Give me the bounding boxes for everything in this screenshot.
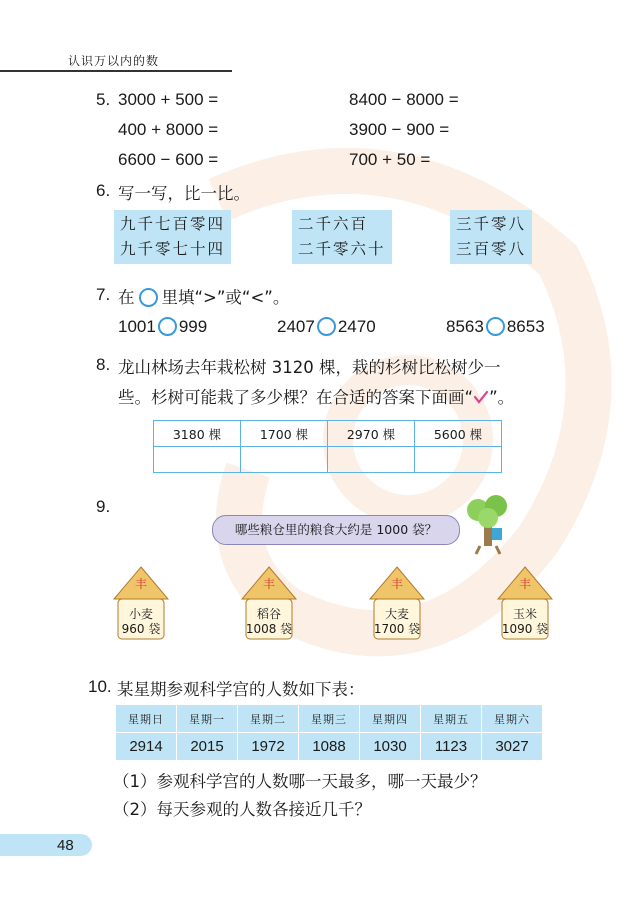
q5-expr-2: 8400 − 8000 = <box>349 90 459 109</box>
q6-item: 二千零六十 <box>298 240 386 258</box>
q5-expr-1: 3000 + 500 = <box>118 90 219 109</box>
q6-group-2 <box>292 210 392 264</box>
speech-bubble: 哪些粮仓里的粮食大约是 1000 袋？ <box>212 515 460 545</box>
day-header: 星期六 <box>482 705 543 733</box>
q7-prompt: 在 里填“>”或“<”。 <box>118 288 290 307</box>
q7-pair-2: 2407 2470 <box>277 317 376 336</box>
granary-amount: 1090 袋 <box>501 622 549 636</box>
q10-number: 10. <box>88 677 112 696</box>
granary-name: 玉米 <box>512 607 537 621</box>
q5-expr-5: 6600 − 600 = <box>118 150 219 169</box>
q10-subquestion-2: （2）每天参观的人数各接近几千？ <box>113 800 371 819</box>
q8-line-1: 龙山林场去年栽松树 3120 棵，栽的杉树比松树少一 <box>118 358 501 377</box>
day-header: 星期一 <box>177 705 238 733</box>
visitor-count: 1088 <box>299 733 360 761</box>
q7-pair-3: 8563 8653 <box>446 317 545 336</box>
q6-prompt: 写一写，比一比。 <box>118 184 250 203</box>
option-cell: 3180 棵 <box>154 421 241 447</box>
q6-group-1 <box>114 210 231 264</box>
visitor-count: 1030 <box>360 733 421 761</box>
q5-expr-4: 3900 − 900 = <box>349 120 450 139</box>
option-cell: 1700 棵 <box>241 421 328 447</box>
q5-expr-6: 700 + 50 = <box>349 150 431 169</box>
page-header-title: 认识万以内的数 <box>68 54 160 68</box>
q5-expr-3: 400 + 8000 = <box>118 120 219 139</box>
roof-symbol: 丰 <box>134 577 147 591</box>
visitor-count: 1972 <box>238 733 299 761</box>
q6-item: 九千零七十四 <box>120 240 226 258</box>
day-header: 星期日 <box>116 705 177 733</box>
tree-character-icon <box>462 494 514 556</box>
day-header: 星期二 <box>238 705 299 733</box>
checkmark-icon <box>473 390 489 404</box>
roof-symbol: 丰 <box>518 577 531 591</box>
page-number: 48 <box>57 837 74 854</box>
q10-prompt: 某星期参观科学宫的人数如下表： <box>117 680 365 699</box>
q6-item: 三百零八 <box>456 240 527 258</box>
day-header: 星期三 <box>299 705 360 733</box>
option-cell: 5600 棵 <box>415 421 502 447</box>
q6-item: 二千六百 <box>298 215 369 233</box>
granary-corn <box>494 565 556 641</box>
visitor-count: 2914 <box>116 733 177 761</box>
compare-blank[interactable] <box>158 317 177 336</box>
answer-cell[interactable] <box>241 447 328 473</box>
q7-pair-1: 1001 999 <box>118 317 208 336</box>
granary-name: 大麦 <box>384 607 409 621</box>
q8-answer-table <box>153 420 502 473</box>
granary-name: 稻谷 <box>256 607 281 621</box>
option-cell: 2970 棵 <box>328 421 415 447</box>
q9-number: 9. <box>96 497 111 516</box>
circle-blank-icon <box>139 288 158 307</box>
q6-item: 九千七百零四 <box>120 215 226 233</box>
q8-line-2: 些。杉树可能栽了多少棵？在合适的答案下面画“ ”。 <box>118 388 515 407</box>
compare-blank[interactable] <box>486 317 505 336</box>
answer-cell[interactable] <box>328 447 415 473</box>
q10-subquestion-1: （1）参观科学宫的人数哪一天最多，哪一天最少？ <box>113 772 487 791</box>
q8-number: 8. <box>96 355 111 374</box>
day-header: 星期五 <box>421 705 482 733</box>
roof-symbol: 丰 <box>262 577 275 591</box>
page-number-tab <box>0 834 92 856</box>
granary-rice <box>238 565 300 641</box>
compare-blank[interactable] <box>317 317 336 336</box>
granary-amount: 960 袋 <box>121 622 161 636</box>
visitor-count: 2015 <box>177 733 238 761</box>
header-rule <box>0 70 232 72</box>
q7-number: 7. <box>96 285 111 304</box>
visitor-count: 1123 <box>421 733 482 761</box>
granary-barley <box>366 565 428 641</box>
visitor-count: 3027 <box>482 733 543 761</box>
q6-group-3 <box>450 210 532 264</box>
q5-number: 5. <box>96 90 111 109</box>
roof-symbol: 丰 <box>390 577 403 591</box>
q6-number: 6. <box>96 181 111 200</box>
granary-wheat <box>110 565 172 641</box>
visitor-table <box>115 704 543 761</box>
day-header: 星期四 <box>360 705 421 733</box>
answer-cell[interactable] <box>154 447 241 473</box>
granary-name: 小麦 <box>128 607 153 621</box>
granary-amount: 1700 袋 <box>373 622 421 636</box>
granary-amount: 1008 袋 <box>245 622 293 636</box>
q6-item: 三千零八 <box>456 215 527 233</box>
answer-cell[interactable] <box>415 447 502 473</box>
